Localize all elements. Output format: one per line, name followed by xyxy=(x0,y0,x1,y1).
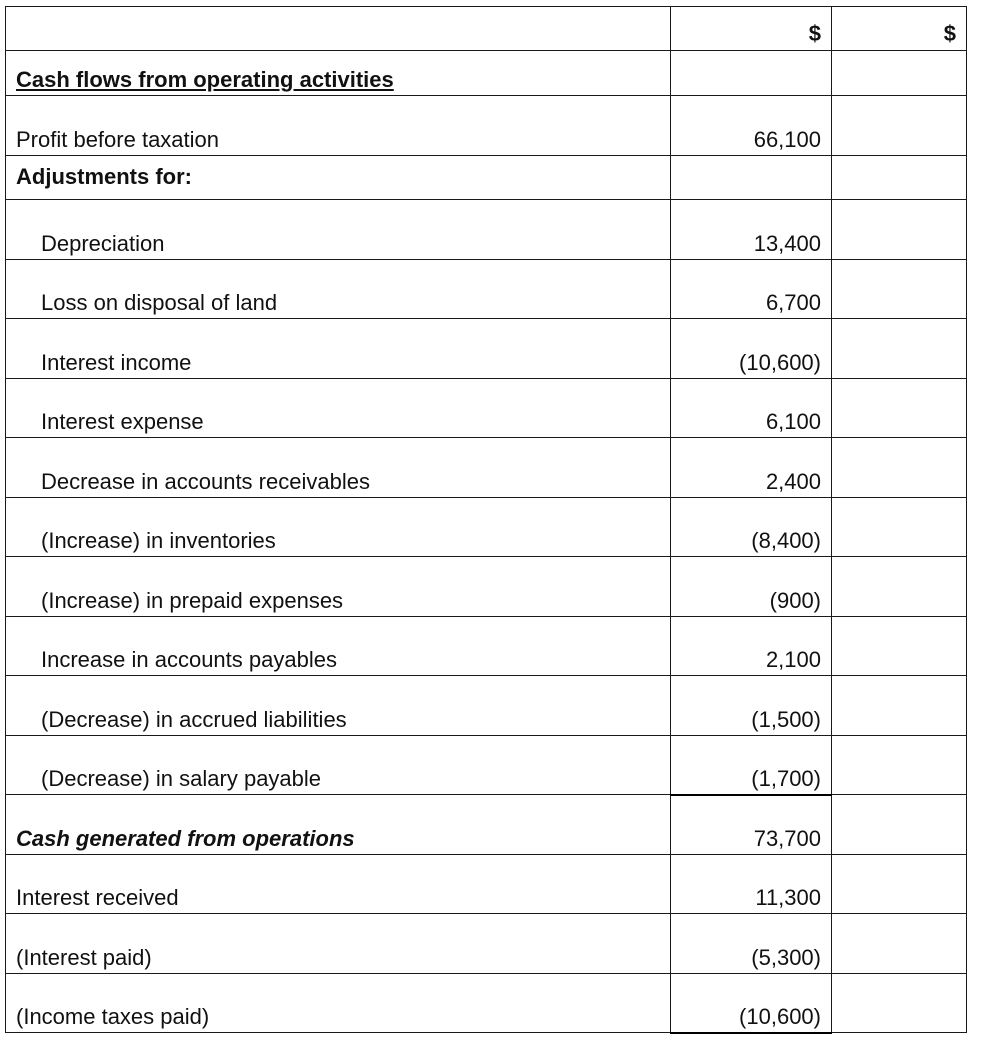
adjustment-amount: (1,700) xyxy=(671,736,832,795)
adjustment-amount: 6,700 xyxy=(671,260,832,319)
table-row xyxy=(6,260,967,319)
adjustment-amount: 13,400 xyxy=(671,200,832,260)
table-row xyxy=(6,557,967,617)
table-row xyxy=(6,498,967,557)
profit-label: Profit before taxation xyxy=(6,96,671,156)
cash-generated-label: Cash generated from operations xyxy=(6,795,671,855)
adjustment-amount: 6,100 xyxy=(671,379,832,438)
table-row xyxy=(6,200,967,260)
adjustment-amount: (1,500) xyxy=(671,676,832,736)
header-blank-cell xyxy=(6,7,671,51)
adjustment-label: (Decrease) in accrued liabilities xyxy=(6,676,671,736)
currency-header-2: $ xyxy=(832,7,967,51)
adjustments-heading-row xyxy=(6,156,967,200)
adjustment-label: (Decrease) in salary payable xyxy=(6,736,671,795)
item-label: (Income taxes paid) xyxy=(6,974,671,1033)
item-label: (Interest paid) xyxy=(6,914,671,974)
item-amount: (5,300) xyxy=(671,914,832,974)
adjustment-amount: 2,100 xyxy=(671,617,832,676)
cash-generated-row xyxy=(6,795,967,855)
adjustment-label: Decrease in accounts receivables xyxy=(6,438,671,498)
section-title: Cash flows from operating activities xyxy=(6,51,671,96)
adjustment-label: Loss on disposal of land xyxy=(6,260,671,319)
adjustment-amount: 2,400 xyxy=(671,438,832,498)
table-row xyxy=(6,617,967,676)
adjustment-label: (Increase) in inventories xyxy=(6,498,671,557)
table-row xyxy=(6,736,967,795)
adjustment-label: Interest expense xyxy=(6,379,671,438)
currency-header-row xyxy=(6,7,967,51)
section-title-row xyxy=(6,51,967,96)
item-amount: 11,300 xyxy=(671,855,832,914)
profit-before-tax-row xyxy=(6,96,967,156)
adjustment-amount: (900) xyxy=(671,557,832,617)
adjustment-label: Interest income xyxy=(6,319,671,379)
cash-flow-statement-table xyxy=(5,6,967,1034)
adjustment-label: (Increase) in prepaid expenses xyxy=(6,557,671,617)
table-row xyxy=(6,319,967,379)
item-amount: (10,600) xyxy=(671,974,832,1033)
cash-generated-amount: 73,700 xyxy=(671,795,832,855)
table-row xyxy=(6,855,967,914)
profit-amount: 66,100 xyxy=(671,96,832,156)
item-label: Interest received xyxy=(6,855,671,914)
adjustment-label: Depreciation xyxy=(6,200,671,260)
table-row xyxy=(6,438,967,498)
table-row xyxy=(6,914,967,974)
adjustment-label: Increase in accounts payables xyxy=(6,617,671,676)
table-row xyxy=(6,379,967,438)
table-row xyxy=(6,676,967,736)
adjustments-heading: Adjustments for: xyxy=(6,156,671,200)
currency-header-1: $ xyxy=(671,7,832,51)
adjustment-amount: (10,600) xyxy=(671,319,832,379)
table-row xyxy=(6,974,967,1033)
adjustment-amount: (8,400) xyxy=(671,498,832,557)
